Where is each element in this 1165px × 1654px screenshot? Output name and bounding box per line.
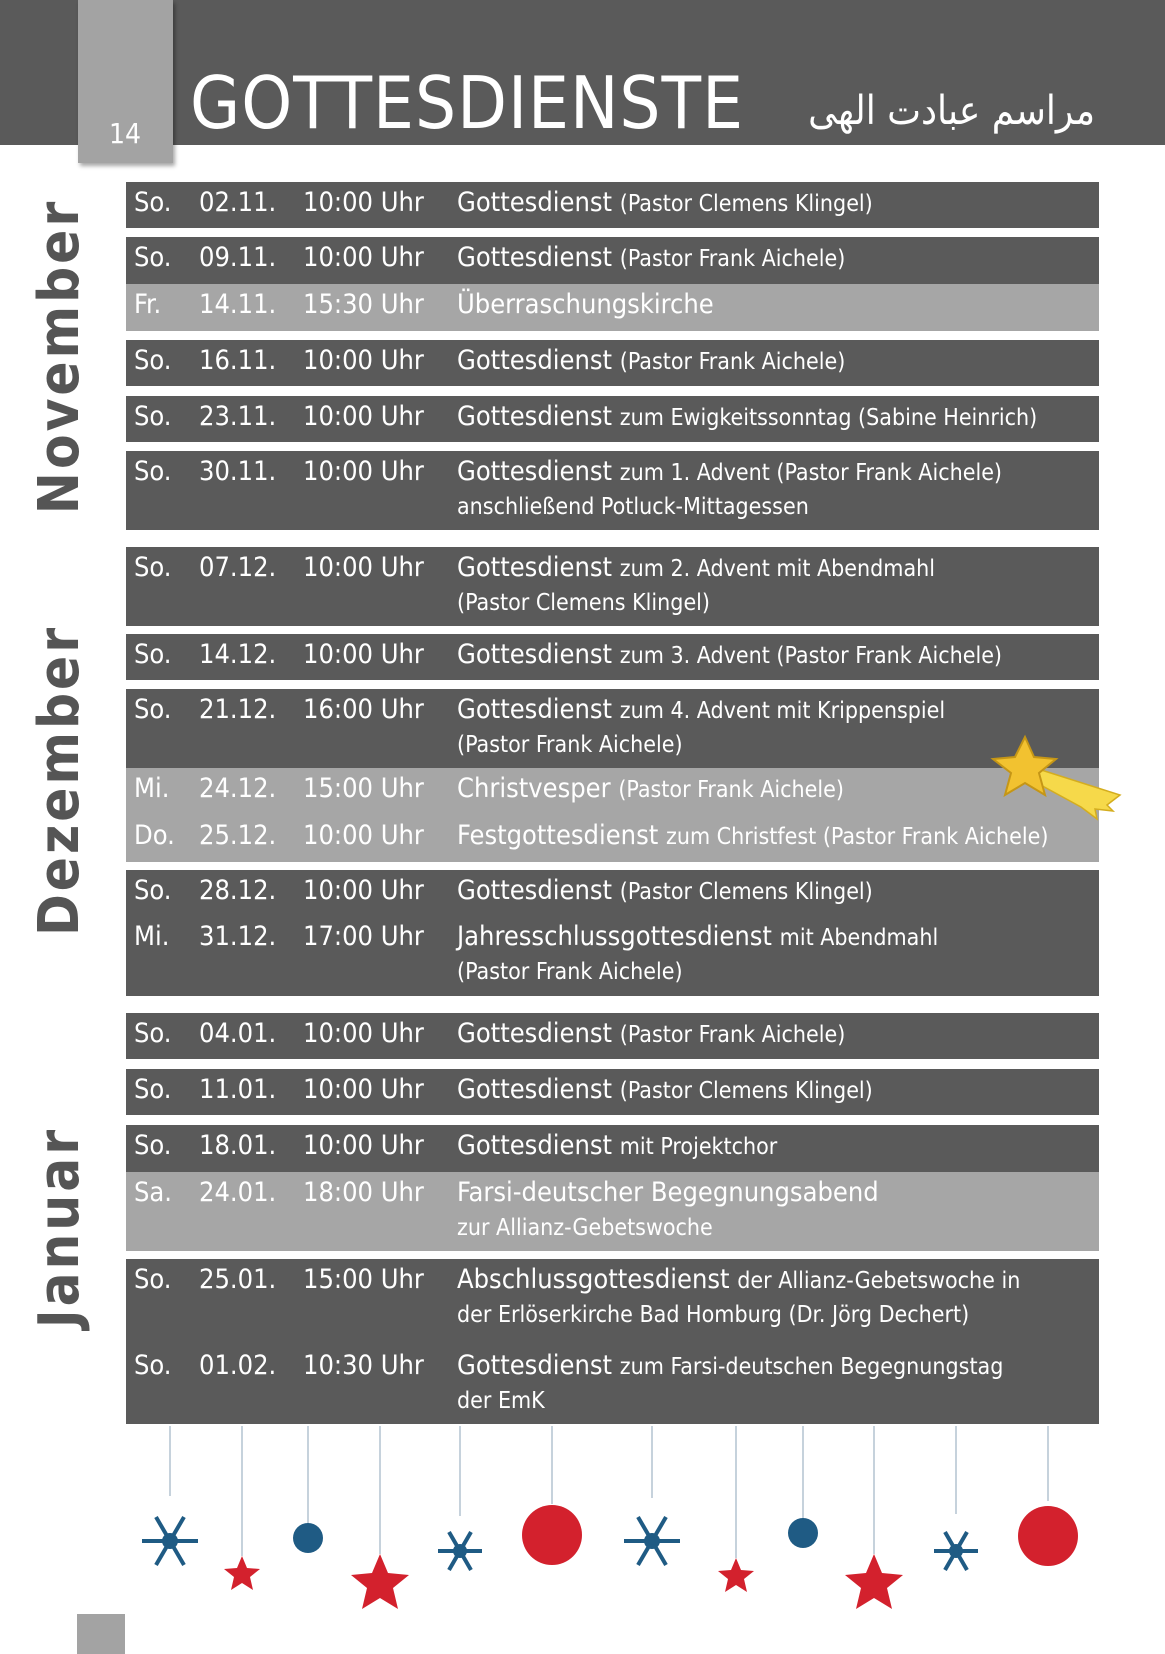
service-title: Gottesdienst — [457, 187, 613, 218]
service-detail: der Allianz-Gebetswoche in — [737, 1268, 1021, 1294]
service-time: 10:00 Uhr — [303, 456, 424, 487]
christmas-ornaments — [126, 1426, 1099, 1654]
service-title: Gottesdienst — [457, 345, 613, 376]
service-title: Gottesdienst — [457, 1130, 613, 1161]
service-time: 15:30 Uhr — [303, 289, 424, 320]
service-group — [126, 547, 1099, 626]
service-detail-line2: (Pastor Clemens Klingel) — [457, 590, 710, 616]
service-time: 10:00 Uhr — [303, 345, 424, 376]
service-row-highlight — [126, 1172, 1099, 1251]
service-row-highlight — [126, 768, 1099, 815]
service-detail: mit Projektchor — [619, 1134, 778, 1160]
service-date: 09.11. — [199, 242, 277, 273]
service-detail-line2: der Erlöserkirche Bad Homburg (Dr. Jörg Dechert) — [457, 1302, 970, 1328]
service-day: So. — [134, 401, 172, 432]
service-row — [126, 237, 1099, 284]
service-group — [126, 237, 1099, 331]
service-detail: zum 3. Advent (Pastor Frank Aichele) — [619, 643, 1003, 669]
service-detail: (Pastor Clemens Klingel) — [619, 1078, 873, 1104]
service-detail: zum 4. Advent mit Krippenspiel — [619, 698, 946, 724]
service-detail: (Pastor Clemens Klingel) — [619, 879, 873, 905]
service-group — [126, 451, 1099, 530]
shooting-star-icon — [985, 733, 1125, 823]
service-time: 10:00 Uhr — [303, 1130, 424, 1161]
service-day: So. — [134, 242, 172, 273]
service-title: Gottesdienst — [457, 694, 613, 725]
bottom-page-tab — [77, 1614, 125, 1654]
service-title: Gottesdienst — [457, 1350, 613, 1381]
service-group — [126, 634, 1099, 680]
service-day: So. — [134, 1018, 172, 1049]
service-date: 14.12. — [199, 639, 277, 670]
service-group — [126, 182, 1099, 228]
service-title: Gottesdienst — [457, 1018, 613, 1049]
service-title: Jahresschlussgottesdienst — [457, 921, 772, 952]
service-date: 24.12. — [199, 773, 277, 804]
service-date: 24.01. — [199, 1177, 277, 1208]
page-number: 14 — [109, 117, 142, 150]
service-title: Gottesdienst — [457, 552, 613, 583]
service-day: So. — [134, 187, 172, 218]
service-group — [126, 1259, 1099, 1424]
service-date: 07.12. — [199, 552, 277, 583]
service-day: So. — [134, 456, 172, 487]
service-detail-line2: (Pastor Frank Aichele) — [457, 959, 683, 985]
service-row — [126, 396, 1099, 442]
service-time: 10:00 Uhr — [303, 187, 424, 218]
service-day: Sa. — [134, 1177, 173, 1208]
service-row — [126, 916, 1099, 996]
service-row — [126, 1125, 1099, 1172]
service-date: 01.02. — [199, 1350, 277, 1381]
service-group — [126, 1013, 1099, 1059]
service-row — [126, 182, 1099, 228]
service-group — [126, 689, 1099, 862]
month-label-november: November — [27, 198, 93, 514]
service-time: 10:00 Uhr — [303, 639, 424, 670]
service-title: Gottesdienst — [457, 242, 613, 273]
service-date: 11.01. — [199, 1074, 277, 1105]
service-date: 02.11. — [199, 187, 277, 218]
service-time: 16:00 Uhr — [303, 694, 424, 725]
service-date: 18.01. — [199, 1130, 277, 1161]
service-title: Farsi-deutscher Begegnungsabend — [457, 1177, 879, 1208]
service-detail: (Pastor Frank Aichele) — [619, 246, 846, 272]
service-time: 10:30 Uhr — [303, 1350, 424, 1381]
service-row — [126, 451, 1099, 530]
service-detail: mit Abendmahl — [779, 925, 939, 951]
service-time: 10:00 Uhr — [303, 1074, 424, 1105]
service-title: Festgottesdienst — [457, 820, 659, 851]
service-row — [126, 689, 1099, 768]
service-title: Gottesdienst — [457, 1074, 613, 1105]
service-group — [126, 870, 1099, 996]
service-title: Überraschungskirche — [457, 289, 714, 320]
service-time: 10:00 Uhr — [303, 401, 424, 432]
service-date: 28.12. — [199, 875, 277, 906]
service-title: Gottesdienst — [457, 401, 613, 432]
service-day: So. — [134, 1264, 172, 1295]
service-day: Mi. — [134, 921, 170, 952]
service-row — [126, 1345, 1099, 1424]
service-day: So. — [134, 639, 172, 670]
service-date: 04.01. — [199, 1018, 277, 1049]
service-day: So. — [134, 1130, 172, 1161]
service-detail: (Pastor Frank Aichele) — [618, 777, 844, 803]
service-time: 18:00 Uhr — [303, 1177, 424, 1208]
service-detail: zum Ewigkeitssonntag (Sabine Heinrich) — [619, 405, 1038, 431]
service-day: So. — [134, 1350, 172, 1381]
service-row — [126, 547, 1099, 626]
service-time: 10:00 Uhr — [303, 1018, 424, 1049]
service-detail-line2: der EmK — [457, 1388, 545, 1414]
service-date: 25.12. — [199, 820, 277, 851]
service-detail-line2: anschließend Potluck-Mittagessen — [457, 494, 809, 520]
month-label-dezember: Dezember — [27, 624, 93, 936]
service-detail: zum 2. Advent mit Abendmahl — [619, 556, 935, 582]
service-date: 31.12. — [199, 921, 277, 952]
service-day: So. — [134, 875, 172, 906]
service-day: So. — [134, 1074, 172, 1105]
service-detail: zum Farsi-deutschen Begegnungstag — [619, 1354, 1004, 1380]
service-detail-line2: zur Allianz-Gebetswoche — [457, 1215, 713, 1241]
service-group — [126, 1069, 1099, 1115]
service-title: Abschlussgottesdienst — [457, 1264, 730, 1295]
service-title: Christvesper — [457, 773, 611, 804]
service-title: Gottesdienst — [457, 456, 613, 487]
service-title: Gottesdienst — [457, 875, 613, 906]
service-row — [126, 1013, 1099, 1059]
service-group — [126, 340, 1099, 386]
service-row-highlight — [126, 284, 1099, 331]
service-day: So. — [134, 694, 172, 725]
service-date: 16.11. — [199, 345, 277, 376]
service-day: Do. — [134, 820, 175, 851]
service-row — [126, 634, 1099, 680]
service-time: 10:00 Uhr — [303, 242, 424, 273]
service-group — [126, 1125, 1099, 1251]
service-detail: (Pastor Clemens Klingel) — [619, 191, 873, 217]
service-title: Gottesdienst — [457, 639, 613, 670]
service-row — [126, 1259, 1099, 1345]
service-day: So. — [134, 552, 172, 583]
service-detail-line2: (Pastor Frank Aichele) — [457, 732, 683, 758]
service-detail: zum 1. Advent (Pastor Frank Aichele) — [619, 460, 1003, 486]
service-detail: (Pastor Frank Aichele) — [619, 1022, 846, 1048]
service-row-highlight — [126, 815, 1099, 862]
page-title-farsi: مراسم عبادت الهی — [808, 88, 1095, 134]
service-detail: zum Christfest (Pastor Frank Aichele) — [665, 824, 1049, 850]
service-time: 10:00 Uhr — [303, 820, 424, 851]
page-title: GOTTESDIENSTE — [190, 61, 745, 145]
service-time: 17:00 Uhr — [303, 921, 424, 952]
service-date: 14.11. — [199, 289, 277, 320]
service-row — [126, 1069, 1099, 1115]
service-time: 15:00 Uhr — [303, 1264, 424, 1295]
service-date: 23.11. — [199, 401, 277, 432]
service-date: 21.12. — [199, 694, 277, 725]
service-day: Fr. — [134, 289, 162, 320]
month-label-januar: Januar — [27, 1126, 93, 1328]
service-row — [126, 870, 1099, 916]
service-time: 15:00 Uhr — [303, 773, 424, 804]
service-date: 25.01. — [199, 1264, 277, 1295]
service-day: So. — [134, 345, 172, 376]
service-detail: (Pastor Frank Aichele) — [619, 349, 846, 375]
service-time: 10:00 Uhr — [303, 875, 424, 906]
service-group — [126, 396, 1099, 442]
service-date: 30.11. — [199, 456, 277, 487]
service-row — [126, 340, 1099, 386]
service-day: Mi. — [134, 773, 170, 804]
service-time: 10:00 Uhr — [303, 552, 424, 583]
